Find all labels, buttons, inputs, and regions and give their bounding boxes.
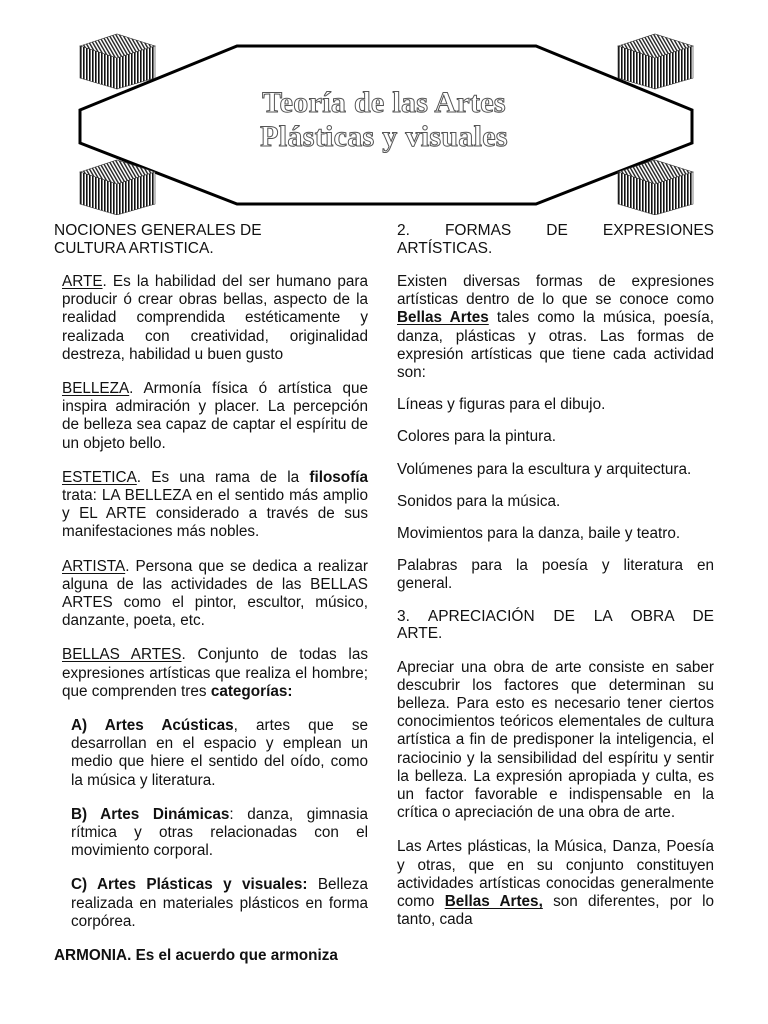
definition-artista: ARTISTA. Persona que se dedica a realizar alguna de las actividades de las BELLAS ARTES como el pintor, escultor, músico, danzante, poeta, etc. [62, 557, 368, 630]
right-column [397, 222, 714, 929]
striped-cube-icon [618, 160, 693, 215]
definition-bellas-artes: BELLAS ARTES. Conjunto de todas las expresiones artísticas que realiza el hombre; que comprenden tres categorías: [62, 646, 368, 700]
bellas-artes-link: Bellas Artes, [444, 893, 543, 911]
form-item: Líneas y figuras para el dibujo. [397, 396, 606, 414]
form-item: Palabras para la poesía y literatura en general. [397, 557, 714, 593]
form-item: Sonidos para la música. [397, 492, 561, 510]
term-bellas-artes: BELLAS ARTES [62, 646, 182, 664]
definition-arte: ARTE. Es la habilidad del ser humano para producir ó crear obras bellas, aspecto de la realidad comprendida estéticamente y realizada con creatividad, originalidad destreza, habilidad u buen gusto [62, 273, 368, 363]
term-estetica: ESTETICA [62, 468, 137, 486]
document-title-line2: Plásticas y visuales [260, 120, 508, 153]
section3-paragraph1: Apreciar una obra de arte consiste en saber descubrir los factores que determinan su belleza. Para esto es necesario tener ciertos conocimientos teóricos elementales de cultura artística a fin de predisponer la inteligencia, el raciocinio y la sensibilidad del espíritu y sentir la belleza. La expresión apropiada y culta, es un factor favorable e indispensable en la crítica o apreciación de una obra de arte. [397, 658, 714, 822]
form-item: Volúmenes para la escultura y arquitectura. [397, 460, 692, 478]
category-a: A) Artes Acústicas, artes que se desarrollan en el espacio y emplean un medio que hiere el sentido del oído, como la música y literatura. [71, 717, 368, 789]
section1-heading: NOCIONES GENERALES DE CULTURA ARTISTICA. [54, 222, 262, 257]
document-title-line1: Teoría de las Artes [262, 86, 506, 119]
form-item: Movimientos para la danza, baile y teatro. [397, 525, 681, 543]
term-artista: ARTISTA [62, 557, 126, 575]
bellas-artes-link: Bellas Artes [397, 309, 489, 327]
definition-estetica: ESTETICA. Es una rama de la filosofía trata: LA BELLEZA en el sentido más amplio y EL ARTE considerado a través de sus manifestaciones más nobles. [62, 468, 368, 541]
cut-off-line: ARMONIA. Es el acuerdo que armoniza [54, 947, 338, 965]
definition-belleza: BELLEZA. Armonía física ó artística que inspira admiración y placer. La percepción de belleza sea capaz de captar el espíritu de un objeto bello. [62, 380, 368, 452]
category-b: B) Artes Dinámicas: danza, gimnasia rítmica y otras relacionadas con el movimiento corporal. [71, 805, 368, 860]
striped-cube-icon [80, 34, 155, 89]
section2-intro: Existen diversas formas de expresiones artísticas dentro de lo que se conoce como Bellas Artes tales como la música, poesía, danza, plásticas y otras. Las formas de expresión artísticas que tiene cada actividad son: [397, 273, 714, 382]
section3-paragraph2: Las Artes plásticas, la Música, Danza, Poesía y otras, que en su conjunto constituyen actividades artísticas conocidas generalmente como Bellas Artes, son diferentes, por lo tanto, cada [397, 838, 715, 929]
category-c: C) Artes Plásticas y visuales: Belleza realizada en materiales plásticos en forma corpórea. [71, 876, 369, 930]
section2-heading: 2. FORMAS DE EXPRESIONES ARTÍSTICAS. [397, 222, 714, 257]
striped-cube-icon [618, 34, 693, 89]
section3-heading: 3. APRECIACIÓN DE LA OBRA DE ARTE. [397, 607, 714, 643]
term-belleza: BELLEZA [62, 380, 130, 398]
left-column [54, 222, 368, 965]
striped-cube-icon [80, 160, 155, 215]
title-banner [0, 0, 768, 215]
form-item: Colores para la pintura. [397, 428, 557, 446]
term-arte: ARTE [62, 273, 103, 290]
